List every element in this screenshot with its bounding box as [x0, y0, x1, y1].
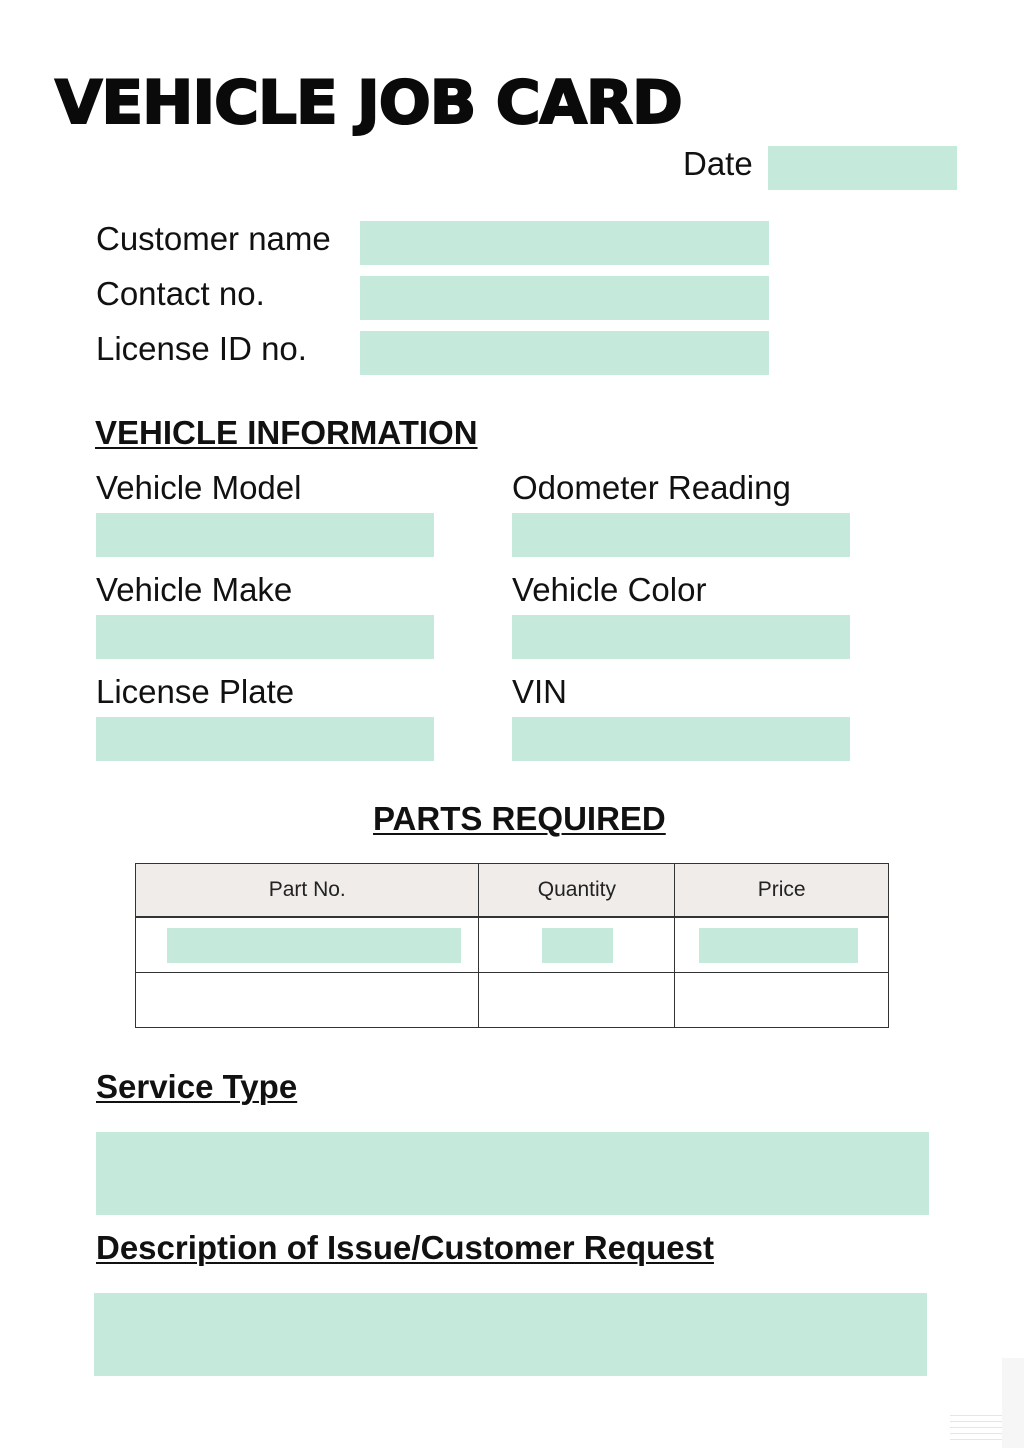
license-plate-field[interactable] [96, 717, 434, 761]
vehicle-make-field[interactable] [96, 615, 434, 659]
parts-table [135, 863, 889, 1028]
description-heading: Description of Issue/Customer Request [96, 1229, 714, 1266]
part-no-field[interactable] [167, 928, 461, 963]
customer-name-label: Customer name [96, 220, 331, 257]
table-row [136, 917, 889, 973]
license-id-field[interactable] [360, 331, 769, 375]
vin-field[interactable] [512, 717, 850, 761]
page-title: VEHICLE JOB CARD [55, 68, 682, 138]
customer-name-field[interactable] [360, 221, 769, 265]
date-field[interactable] [768, 146, 957, 190]
quantity-field[interactable] [542, 928, 613, 963]
price-cell [675, 917, 889, 973]
license-id-label: License ID no. [96, 330, 307, 367]
vehicle-model-label: Vehicle Model [96, 469, 302, 506]
parts-required-heading: PARTS REQUIRED [373, 800, 666, 837]
price-cell[interactable] [675, 973, 889, 1028]
date-label: Date [683, 145, 753, 182]
column-header-quantity: Quantity [479, 864, 675, 918]
column-header-part-no: Part No. [136, 864, 479, 918]
page-edge-lines [950, 1415, 1002, 1445]
column-header-price: Price [675, 864, 889, 918]
page-edge-decoration [1002, 1358, 1024, 1448]
table-row [136, 973, 889, 1028]
part-no-cell[interactable] [136, 973, 479, 1028]
vehicle-model-field[interactable] [96, 513, 434, 557]
part-no-cell [136, 917, 479, 973]
description-field[interactable] [94, 1293, 927, 1376]
table-header-row [136, 864, 889, 918]
price-field[interactable] [699, 928, 858, 963]
quantity-cell [479, 917, 675, 973]
quantity-cell[interactable] [479, 973, 675, 1028]
license-plate-label: License Plate [96, 673, 295, 710]
vehicle-color-field[interactable] [512, 615, 850, 659]
vehicle-color-label: Vehicle Color [512, 571, 707, 608]
vehicle-information-heading: VEHICLE INFORMATION [95, 414, 478, 451]
vehicle-make-label: Vehicle Make [96, 571, 293, 608]
odometer-field[interactable] [512, 513, 850, 557]
service-type-heading: Service Type [96, 1068, 298, 1105]
contact-no-field[interactable] [360, 276, 769, 320]
vin-label: VIN [512, 673, 568, 710]
odometer-label: Odometer Reading [512, 469, 791, 506]
service-type-field[interactable] [96, 1132, 929, 1215]
contact-no-label: Contact no. [96, 275, 265, 312]
